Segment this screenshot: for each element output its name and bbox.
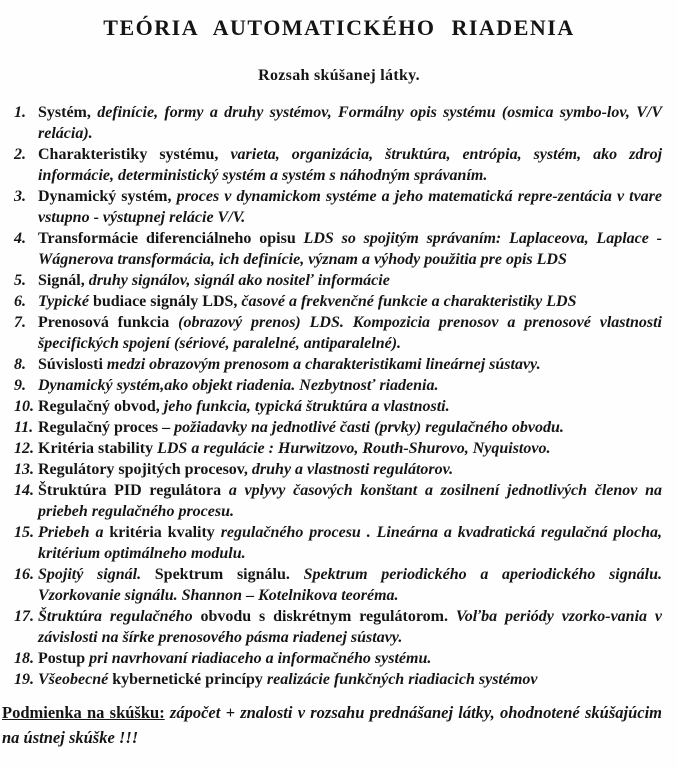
list-item [14, 606, 662, 648]
list-item [14, 186, 662, 228]
text-segment: Dynamický systém,ako objekt riadenia. Nezbytnosť riadenia. [38, 377, 439, 394]
list-item [14, 354, 662, 375]
item-number: 16. [14, 566, 34, 583]
item-number: 6. [14, 293, 26, 310]
item-number: 8. [14, 356, 26, 373]
item-number: 3. [14, 188, 26, 205]
text-segment: Všeobecné [38, 671, 113, 688]
list-item [14, 459, 662, 480]
text-segment: požiadavky na jednotlivé časti (prvky) regulačného obvodu. [174, 419, 564, 436]
list-item [14, 480, 662, 522]
text-segment: Regulátory spojitých procesov, [38, 461, 252, 478]
topic-list [14, 102, 662, 690]
text-segment: kritéria kvality [109, 524, 221, 541]
list-item [14, 375, 662, 396]
text-segment: zápočet + znalosti v rozsahu prednášanej látky, ohodnotené skúšajúcim na ústnej skúške !!! [2, 703, 663, 747]
text-segment: Regulačný obvod, [38, 398, 164, 415]
text-segment: Postup [38, 650, 90, 667]
item-number: 18. [14, 650, 34, 667]
item-number: 11. [14, 419, 34, 436]
page-subtitle: Rozsah skúšanej látky. [258, 67, 420, 84]
list-item [14, 648, 662, 669]
text-segment: varieta, organizácia, štruktúra, entrópia, systém, ako zdroj informácie, deterministický systém a systém s náhodným správaním. [38, 146, 663, 184]
text-segment: (obrazový prenos) LDS. Kompozicia prenosov a prenosové vlastnosti špecifických spojení (sériové, paralelné, antiparalelné). [38, 314, 662, 352]
list-item [14, 522, 662, 564]
list-item [14, 669, 662, 690]
exam-condition-paragraph [2, 700, 662, 750]
text-segment: LDS so spojitým správaním: Laplaceova, Laplace - Wágnerova transformácia, ich definície, význam a výhody použitia pre opis LDS [38, 230, 663, 268]
text-segment: Štruktúra regulačného [38, 608, 201, 625]
page-title: TEÓRIA AUTOMATICKÉHO RIADENIA [103, 15, 575, 40]
list-item [14, 564, 662, 606]
list-item [14, 312, 662, 354]
item-number: 19. [14, 671, 34, 688]
text-segment: realizácie funkčných riadiacich systémov [266, 671, 538, 688]
text-segment: Typické [38, 293, 93, 310]
list-item [14, 438, 662, 459]
text-segment: Priebeh a [38, 524, 110, 541]
text-segment: jeho funkcia, typická štruktúra a vlastnosti. [163, 398, 450, 415]
text-segment: Spektrum signálu. [154, 566, 304, 583]
text-segment: časové a frekvenčné funkcie a charakteristiky LDS [241, 293, 577, 310]
item-number: 10. [14, 398, 34, 415]
list-item [14, 270, 662, 291]
list-item [14, 291, 662, 312]
text-segment: Regulačný proces – [38, 419, 175, 436]
text-segment: Systém, [38, 104, 98, 121]
list-item [14, 144, 662, 186]
list-item [14, 228, 662, 270]
item-number: 5. [14, 272, 26, 289]
text-segment: budiace signály LDS, [92, 293, 242, 310]
list-item [14, 102, 662, 144]
item-number: 7. [14, 314, 26, 331]
text-segment: Prenosová funkcia [38, 314, 179, 331]
text-segment: Štruktúra PID regulátora [38, 482, 229, 499]
text-segment: Podmienka na skúšku: [2, 703, 165, 722]
text-segment: definície, formy a druhy systémov, Formálny opis systému (osmica symbo-lov, V/V relácia). [38, 104, 662, 142]
text-segment: Signál, [38, 272, 89, 289]
item-number: 15. [14, 524, 34, 541]
text-segment: regulačného procesu . Lineárna a kvadratická regulačná plocha, kritérium optimálneho modulu. [38, 524, 663, 562]
item-number: 1. [14, 104, 26, 121]
text-segment: obvodu s diskrétnym regulátorom. [200, 608, 456, 625]
text-segment: Transformácie diferenciálneho opisu [38, 230, 304, 247]
item-number: 4. [14, 230, 26, 247]
item-number: 12. [14, 440, 34, 457]
text-segment: Charakteristiky systému, [38, 146, 231, 163]
text-segment: Voľba periódy vzorko-vania v závislosti na šírke prenosového pásma riadenej sústavy. [38, 608, 663, 646]
text-segment: pri navrhovaní riadiaceho a informačného systému. [89, 650, 432, 667]
item-number: 9. [14, 377, 26, 394]
text-segment: Dynamický systém, [38, 188, 177, 205]
text-segment: proces v dynamickom systéme a jeho matematická repre-zentácia v tvare vstupno - výstupnej relácie V/V. [38, 188, 662, 226]
item-number: 13. [14, 461, 34, 478]
item-number: 14. [14, 482, 34, 499]
text-segment: LDS a regulácie : Hurwitzovo, Routh-Shurovo, Nyquistovo. [157, 440, 551, 457]
list-item [14, 417, 662, 438]
text-segment: Spektrum periodického a aperiodického signálu. Vzorkovanie signálu. Shannon – Kotelnikova teoréma. [38, 566, 662, 604]
text-segment: Súvislosti [38, 356, 107, 373]
text-segment: Spojitý signál. [38, 566, 155, 583]
list-item [14, 396, 662, 417]
text-segment: a vplyvy časových konštant a zosilnení jednotlivých členov na priebeh regulačného procesu. [38, 482, 663, 520]
text-segment: kybernetické princípy [112, 671, 267, 688]
item-number: 17. [14, 608, 34, 625]
text-segment: medzi obrazovým prenosom a charakteristikami lineárnej sústavy. [106, 356, 541, 373]
text-segment: druhy signálov, signál ako nositeľ informácie [88, 272, 390, 289]
item-number: 2. [14, 146, 26, 163]
text-segment: Kritéria stability [38, 440, 158, 457]
text-segment: druhy a vlastnosti regulátorov. [251, 461, 454, 478]
